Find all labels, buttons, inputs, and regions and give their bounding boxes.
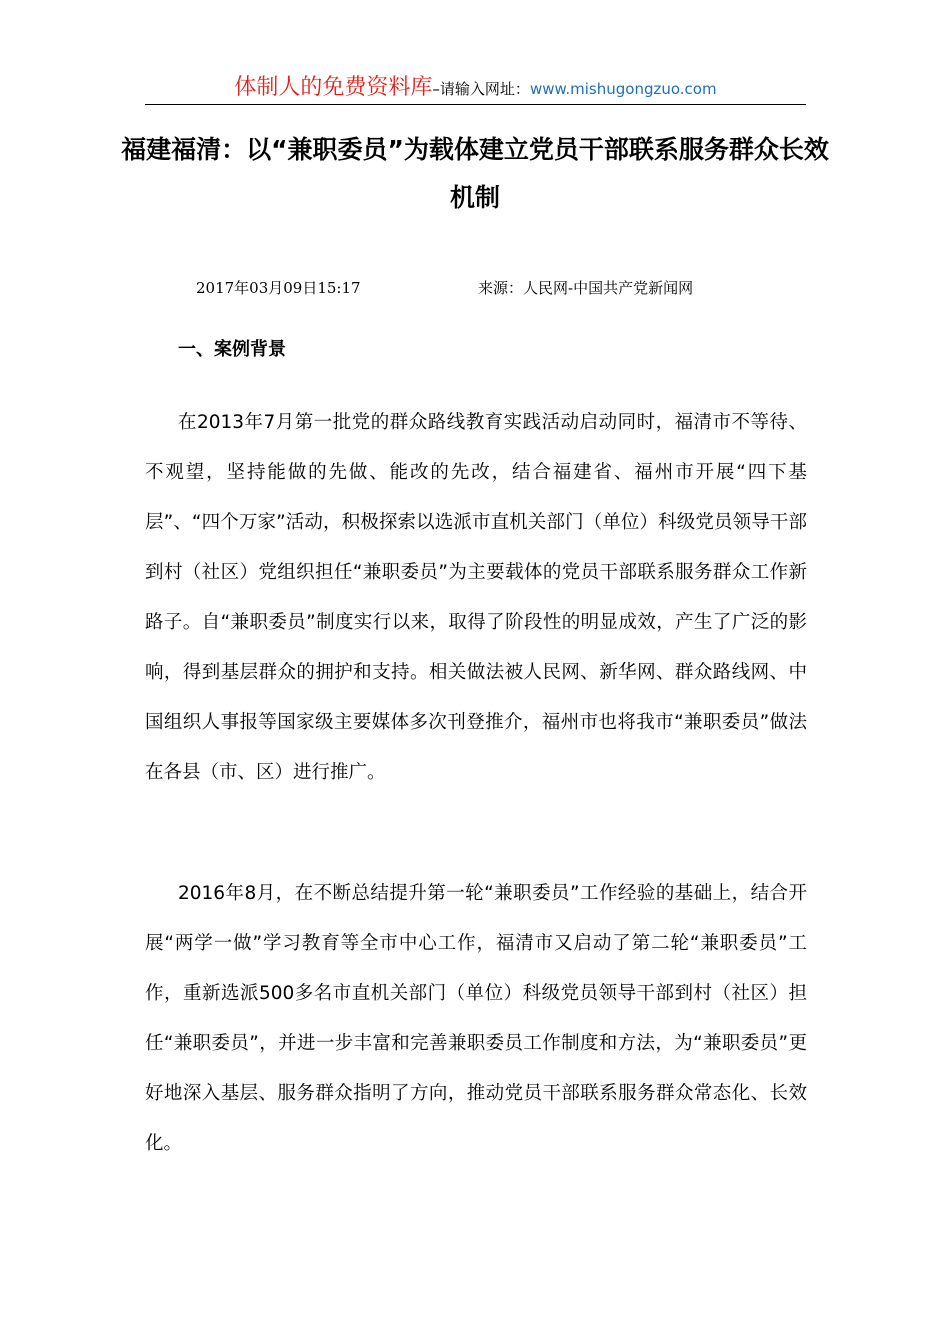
article-title: 福建福清：以“兼职委员”为载体建立党员干部联系服务群众长效机制 (121, 135, 829, 212)
page-header (145, 72, 806, 105)
article-date: 2017年03月09日15:17 (196, 279, 361, 297)
article-source: 来源：人民网-中国共产党新闻网 (478, 279, 694, 297)
body-paragraph: 在2013年7月第一批党的群众路线教育实践活动启动同时，福清市不等待、不观望，坚持能做的先做、能改的先改，结合福建省、福州市开展“四下基层”、“四个万家”活动，积极探索以选派市直机关部门（单位）科级党员领导干部到村（社区）党组织担任“兼职委员”为主要载体的党员干部联系服务群众工作新路子。自“兼职委员”制度实行以来，取得了阶段性的明显成效，产生了广泛的影响，得到基层群众的拥护和支持。相关做法被人民网、新华网、群众路线网、中国组织人事报等国家级主要媒体多次刊登推介，福州市也将我市“兼职委员”做法在各县（市、区）进行推广。 (145, 412, 807, 783)
header-prompt: –请输入网址： (432, 80, 530, 98)
header-url-link[interactable]: www.mishugongzuo.com (529, 80, 717, 98)
body-paragraph: 2016年8月，在不断总结提升第一轮“兼职委员”工作经验的基础上，结合开展“两学一做”学习教育等全市中心工作，福清市又启动了第二轮“兼职委员”工作，重新选派500多名市直机关部门（单位）科级党员领导干部到村（社区）担任“兼职委员”，并进一步丰富和完善兼职委员工作制度和方法，为“兼职委员”更好地深入基层、服务群众指明了方向，推动党员干部联系服务群众常态化、长效化。 (145, 883, 807, 1154)
section-heading: 一、案例背景 (178, 339, 286, 360)
header-brand: 体制人的免费资料库 (234, 75, 433, 100)
